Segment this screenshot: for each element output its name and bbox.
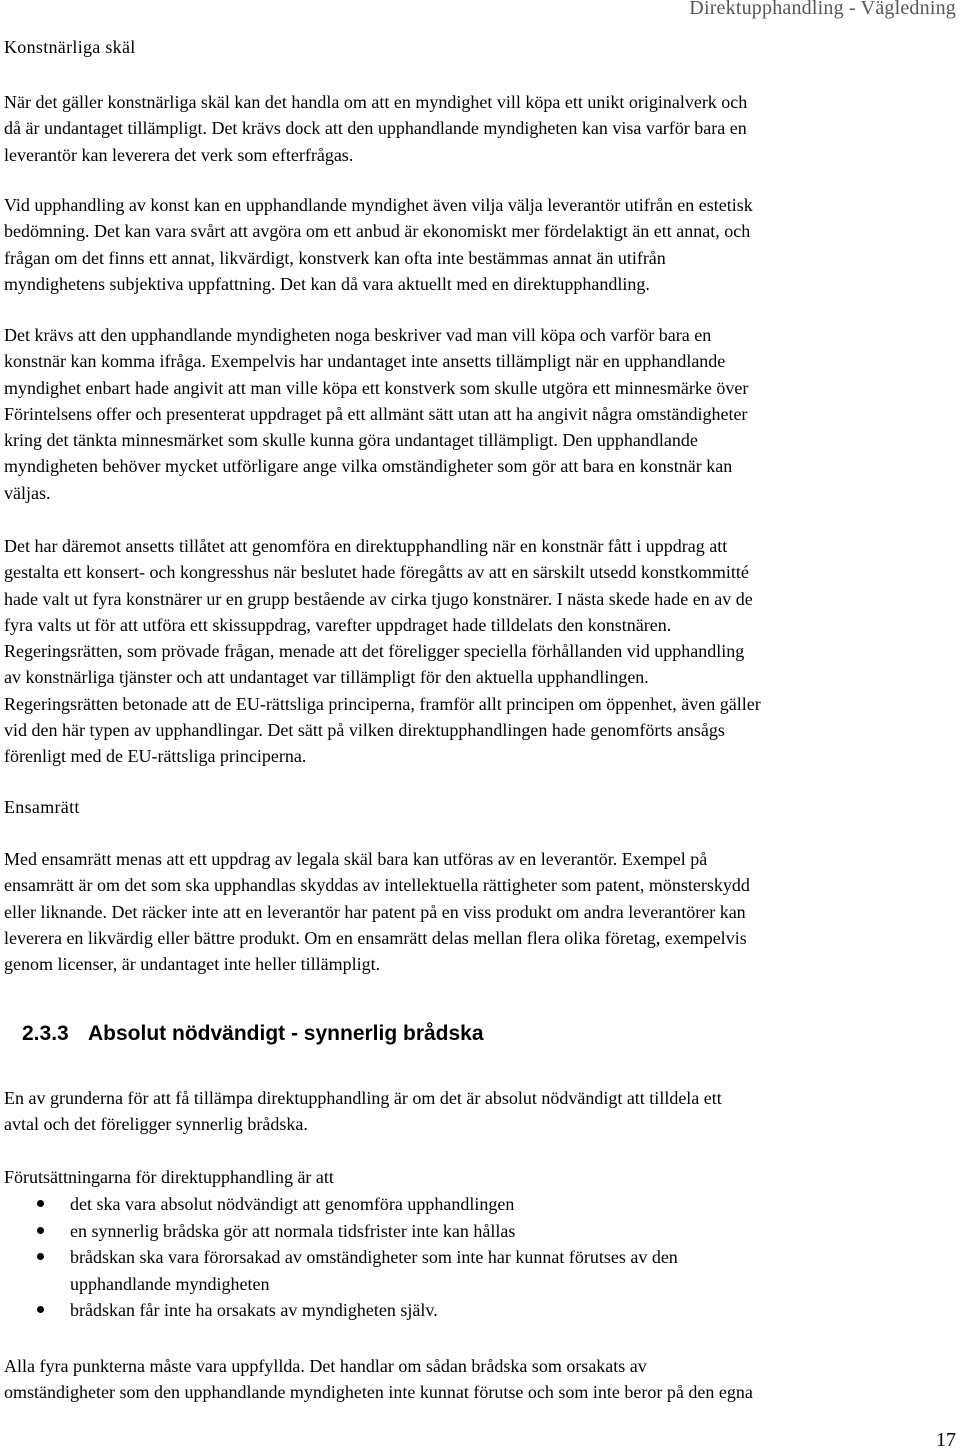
text-line: leverantör kan leverera det verk som efterfrågas. bbox=[4, 144, 354, 165]
text-line: konstnär kan komma ifråga. Exempelvis har undantaget inte ansetts tillämpligt när en upphandlande bbox=[4, 351, 726, 372]
list-item bbox=[0, 1297, 960, 1324]
page-number: 17 bbox=[936, 1429, 956, 1451]
bullet-icon bbox=[37, 1253, 44, 1260]
paragraph bbox=[4, 1085, 956, 1138]
paragraph bbox=[4, 846, 956, 977]
text-line: en synnerlig brådska gör att normala tidsfrister inte kan hållas bbox=[70, 1220, 516, 1241]
text-line: En av grunderna för att få tillämpa direktupphandling är om det är absolut nödvändigt att tilldela ett bbox=[4, 1088, 722, 1108]
text-line: Alla fyra punkterna måste vara uppfyllda. Det handlar om sådan brådska som orsakats av bbox=[4, 1356, 647, 1376]
text-line: Med ensamrätt menas att ett uppdrag av legala skäl bara kan utföras av en leverantör. Exempel på bbox=[4, 849, 708, 869]
section-heading bbox=[22, 1022, 484, 1046]
section-title: Absolut nödvändigt - synnerlig brådska bbox=[88, 1022, 484, 1045]
text-line: myndigheten behöver mycket utförligare ange vilka omständigheter som gör att bara en konstnär kan bbox=[4, 456, 733, 477]
text-line: omständigheter som den upphandlande myndigheten inte kunnat förutse och som inte beror på den egna bbox=[4, 1382, 753, 1403]
paragraph bbox=[4, 533, 956, 770]
subheading-konstnarliga: Konstnärliga skäl bbox=[4, 37, 136, 57]
paragraph bbox=[4, 192, 956, 297]
text-line: genom licenser, är undantaget inte heller tillämpligt. bbox=[4, 954, 381, 975]
list-item bbox=[0, 1244, 960, 1297]
text-line: väljas. bbox=[4, 482, 51, 503]
paragraph bbox=[4, 89, 956, 168]
text-line: eller liknande. Det räcker inte att en leverantör har patent på en viss produkt om andra leverantörer kan bbox=[4, 901, 746, 922]
text-line: då är undantaget tillämpligt. Det krävs dock att den upphandlande myndigheten kan visa varför bara en bbox=[4, 118, 747, 139]
running-header: Direktupphandling - Vägledning bbox=[689, 0, 956, 19]
text-line: upphandlande myndigheten bbox=[70, 1273, 270, 1294]
text-line: frågan om det finns ett annat, likvärdigt, konstverk kan ofta inte bestämmas annat än utifrån bbox=[4, 247, 666, 268]
list-item bbox=[0, 1191, 960, 1218]
text-line: gestalta ett konsert- och kongresshus när beslutet hade föregåtts av att en särskilt utsedd konstkommitté bbox=[4, 562, 749, 583]
text-line: vid den här typen av upphandlingar. Det sätt på vilken direktupphandlingen hade genomförts ansågs bbox=[4, 720, 725, 741]
subheading-ensamratt: Ensamrätt bbox=[4, 797, 80, 817]
text-line: förenligt med de EU-rättsliga principerna. bbox=[4, 746, 307, 767]
text-line: hade valt ut fyra konstnärer ur en grupp bestående av cirka tjugo konstnärer. I nästa skede hade en av de bbox=[4, 588, 753, 609]
text-line: brådskan får inte ha orsakats av myndigheten själv. bbox=[70, 1300, 438, 1320]
text-line: Regeringsrätten betonade att de EU-rättsliga principerna, framför allt principen om öppenhet, även gäller bbox=[4, 693, 761, 714]
paragraph bbox=[4, 322, 956, 506]
text-line: bedömning. Det kan vara svårt att avgöra om ett anbud är ekonomiskt mer fördelaktigt än ett annat, och bbox=[4, 221, 751, 242]
text-line: myndighet enbart hade angivit att man ville köpa ett konstverk som skulle utgöra ett minnesmärke över bbox=[4, 377, 749, 398]
text-line: När det gäller konstnärliga skäl kan det handla om att en myndighet vill köpa ett unikt originalverk och bbox=[4, 92, 748, 112]
text-line: Förintelsens offer och presenterat uppdraget på ett allmänt sätt utan att ha angivit några omständigheter bbox=[4, 403, 748, 424]
text-line: brådskan ska vara förorsakad av omständigheter som inte har kunnat förutses av den bbox=[70, 1247, 678, 1267]
text-line: Det har däremot ansetts tillåtet att genomföra en direktupphandling när en konstnär fått i uppdrag att bbox=[4, 536, 728, 556]
text-line: Förutsättningarna för direktupphandling är att bbox=[4, 1167, 334, 1187]
list-intro bbox=[4, 1164, 956, 1190]
text-line: fyra valts ut för att utföra ett skissuppdrag, varefter uppdraget hade tilldelats den konstnären. bbox=[4, 614, 672, 635]
list-item bbox=[0, 1218, 960, 1245]
text-line: Vid upphandling av konst kan en upphandlande myndighet även vilja välja leverantör utifrån en estetisk bbox=[4, 195, 753, 215]
bullet-icon bbox=[37, 1306, 44, 1313]
bullet-list bbox=[0, 1191, 960, 1324]
text-line: det ska vara absolut nödvändigt att genomföra upphandlingen bbox=[70, 1194, 515, 1214]
bullet-icon bbox=[37, 1227, 44, 1234]
paragraph bbox=[4, 1353, 956, 1406]
text-line: kring det tänkta minnesmärket som skulle kunna göra undantaget tillämpligt. Den upphandlande bbox=[4, 430, 698, 451]
text-line: avtal och det föreligger synnerlig brådska. bbox=[4, 1114, 308, 1135]
bullet-icon bbox=[37, 1200, 44, 1207]
text-line: ensamrätt är om det som ska upphandlas skyddas av intellektuella rättigheter som patent, mönsterskydd bbox=[4, 875, 750, 896]
section-number: 2.3.3 bbox=[22, 1022, 69, 1045]
text-line: Det krävs att den upphandlande myndigheten noga beskriver vad man vill köpa och varför bara en bbox=[4, 325, 712, 345]
text-line: Regeringsrätten, som prövade frågan, menade att det föreligger speciella förhållanden vid upphandling bbox=[4, 641, 745, 662]
text-line: myndighetens subjektiva uppfattning. Det kan då vara aktuellt med en direktupphandling. bbox=[4, 273, 650, 294]
text-line: leverera en likvärdig eller bättre produkt. Om en ensamrätt delas mellan flera olika företag, exempelvis bbox=[4, 927, 747, 948]
text-line: av konstnärliga tjänster och att undantaget var tillämpligt för den aktuella upphandlingen. bbox=[4, 667, 649, 688]
